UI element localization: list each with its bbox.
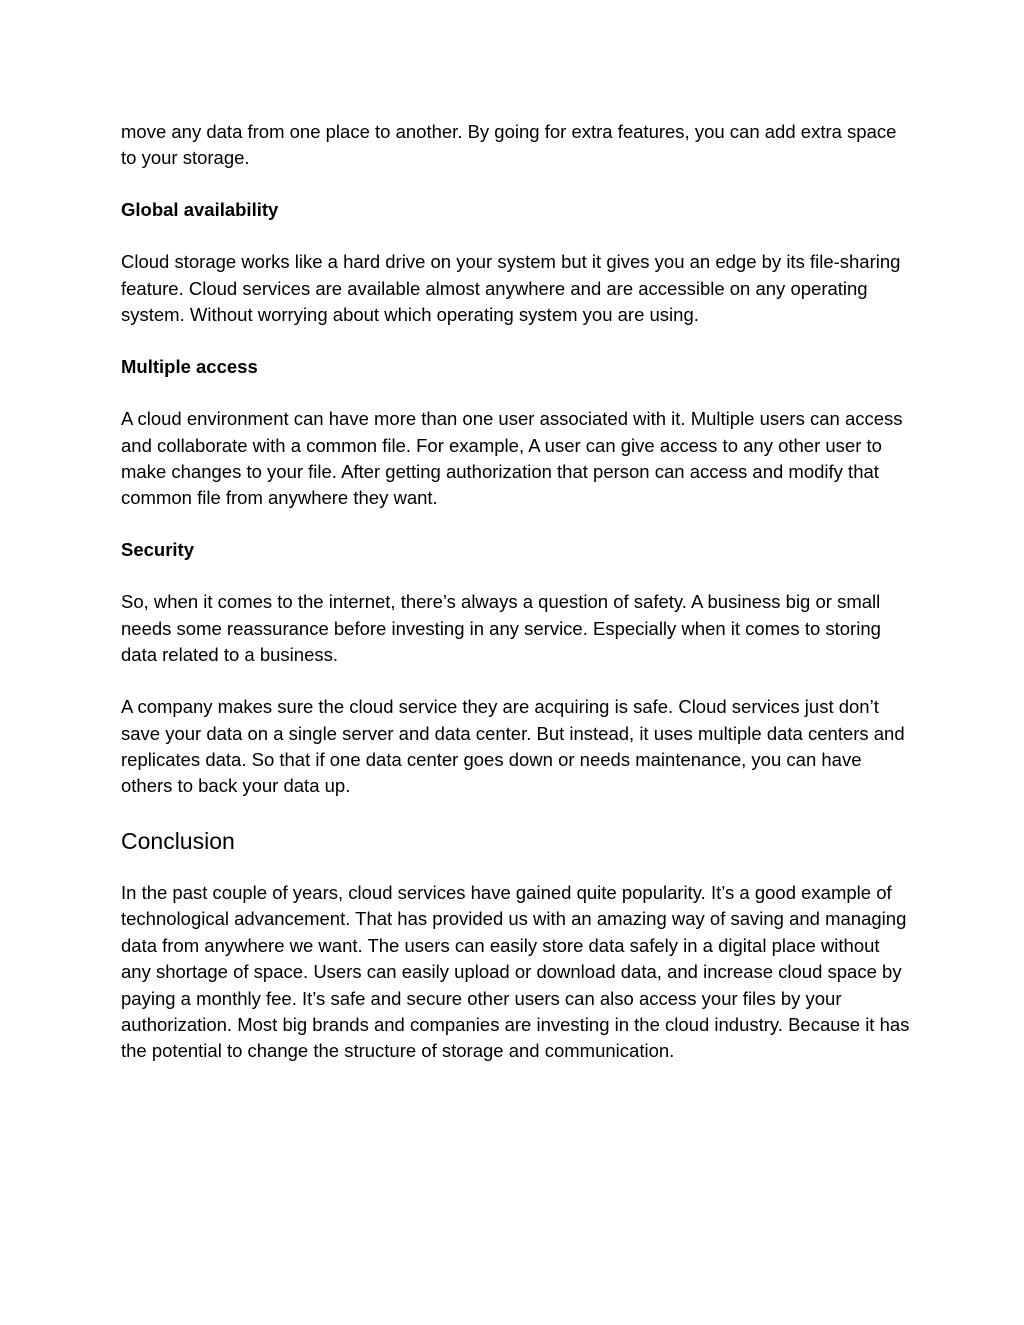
paragraph-conclusion: In the past couple of years, cloud services have gained quite popularity. It’s a good example of technological advancement. That has provided us with an amazing way of saving and managing data from anywhere we want. The users can easily store data safely in a digital place without any shortage of space. Users can easily upload or download data, and increase cloud space by paying a monthly fee. It’s safe and secure other users can also access your files by your authorization. Most big brands and companies are investing in the cloud industry. Because it has the potential to change the structure of storage and communication.	[121, 881, 910, 1062]
document-page	[121, 119, 911, 1065]
paragraph-security-details: A company makes sure the cloud service they are acquiring is safe. Cloud services just don’t save your data on a single server and data center. But instead, it uses multiple data centers and replicates data. So that if one data center goes down or needs maintenance, you can have others to back your data up.	[121, 696, 905, 797]
paragraph-global-availability: Cloud storage works like a hard drive on your system but it gives you an edge by its file-sharing feature. Cloud services are available almost anywhere and are accessible on any operating system. Without worrying about which operating system you are using.	[121, 251, 901, 326]
subheading-security: Security	[121, 539, 195, 561]
subheading-global-availability: Global availability	[121, 199, 279, 221]
heading-conclusion: Conclusion	[121, 827, 235, 854]
paragraph-storage-continuation: move any data from one place to another. By going for extra features, you can add extra space to your storage.	[121, 121, 897, 169]
paragraph-multiple-access: A cloud environment can have more than one user associated with it. Multiple users can access and collaborate with a common file. For example, A user can give access to any other user to make changes to your file. After getting authorization that person can access and modify that common file from anywhere they want.	[121, 408, 903, 509]
paragraph-security-intro: So, when it comes to the internet, there’s always a question of safety. A business big or small needs some reassurance before investing in any service. Especially when it comes to storing data related to a business.	[121, 591, 881, 666]
subheading-multiple-access: Multiple access	[121, 356, 258, 378]
